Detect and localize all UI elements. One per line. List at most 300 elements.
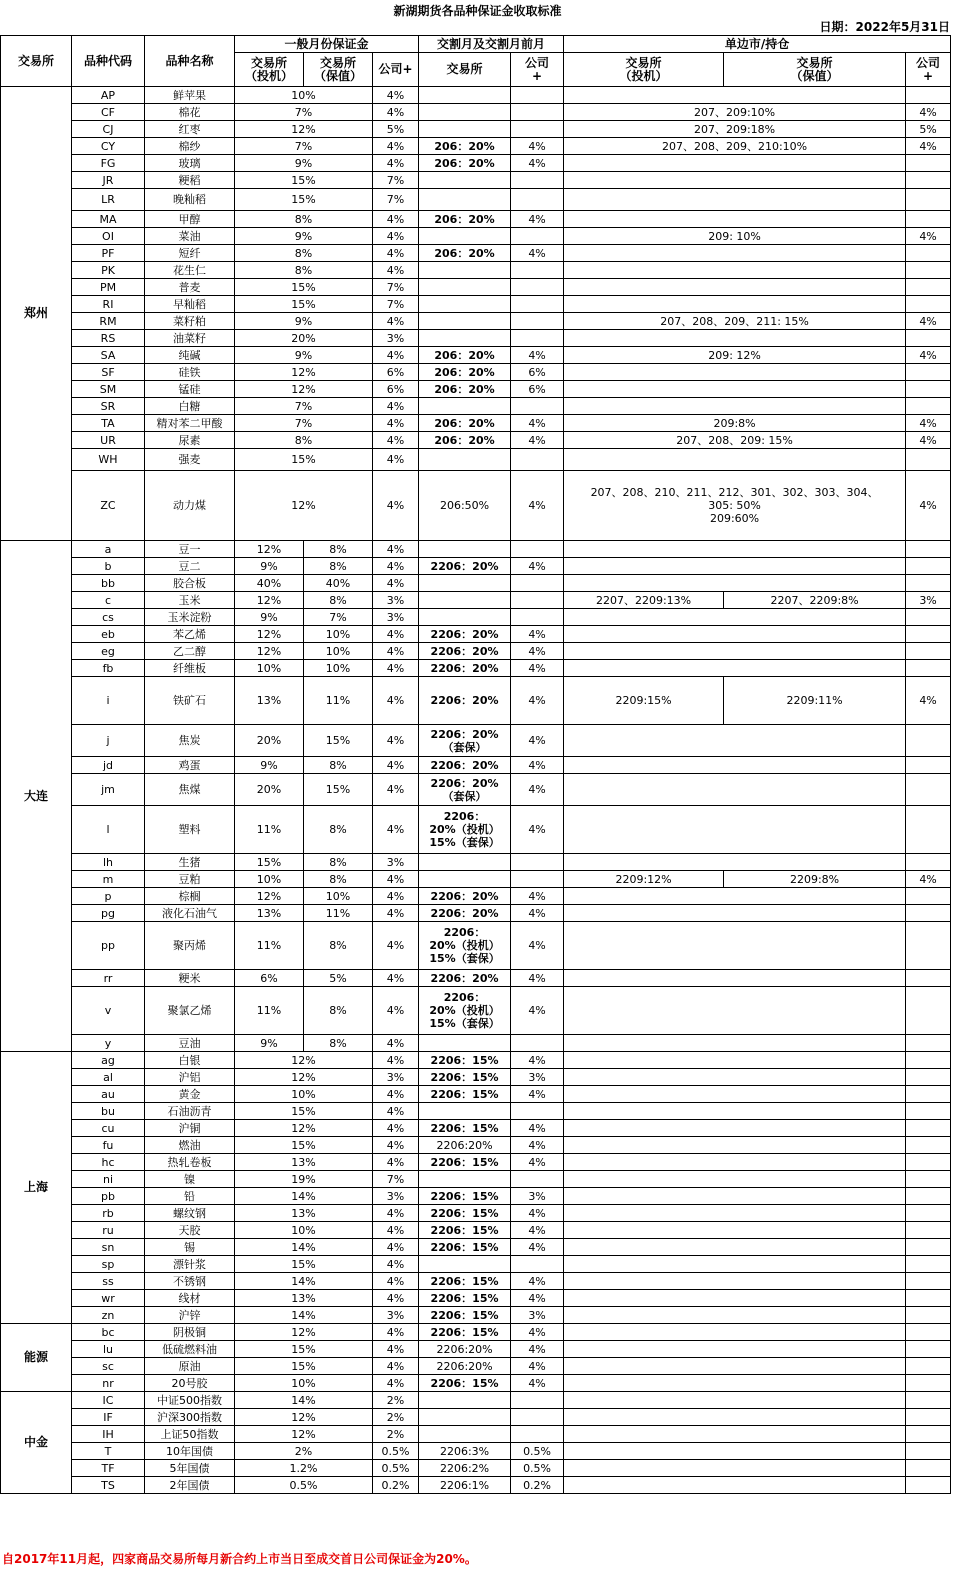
single-company <box>906 211 951 228</box>
name-cell: 粳稻 <box>145 172 235 189</box>
name-cell: 鲜苹果 <box>145 87 235 104</box>
general-hedge: 10% <box>304 888 373 905</box>
header-code: 品种代码 <box>72 36 145 87</box>
name-cell: 沪铝 <box>145 1069 235 1086</box>
general-margin: 12% <box>235 1052 373 1069</box>
delivery-exchange <box>419 1426 511 1443</box>
single-margin <box>564 1239 906 1256</box>
general-company: 4% <box>373 1256 419 1273</box>
table-row <box>1 1409 951 1426</box>
delivery-exchange: 2206：20% （套保） <box>419 774 511 806</box>
table-row <box>1 541 951 558</box>
delivery-exchange: 2206：15% <box>419 1188 511 1205</box>
general-company: 4% <box>373 87 419 104</box>
delivery-company: 4% <box>511 677 564 725</box>
delivery-exchange <box>419 104 511 121</box>
single-margin <box>564 211 906 228</box>
general-hedge: 7% <box>304 609 373 626</box>
delivery-company <box>511 1171 564 1188</box>
name-cell: 聚丙烯 <box>145 922 235 970</box>
name-cell: 铅 <box>145 1188 235 1205</box>
delivery-exchange: 206：20% <box>419 245 511 262</box>
general-company: 4% <box>373 1324 419 1341</box>
name-cell: 铁矿石 <box>145 677 235 725</box>
name-cell: 油菜籽 <box>145 330 235 347</box>
delivery-exchange: 2206：20% <box>419 888 511 905</box>
delivery-company <box>511 609 564 626</box>
general-margin: 12% <box>235 1426 373 1443</box>
general-margin: 12% <box>235 381 373 398</box>
table-row <box>1 1375 951 1392</box>
general-company: 3% <box>373 1188 419 1205</box>
single-company <box>906 1460 951 1477</box>
delivery-company: 3% <box>511 1307 564 1324</box>
delivery-company <box>511 592 564 609</box>
code-cell: fu <box>72 1137 145 1154</box>
single-margin <box>564 172 906 189</box>
delivery-exchange: 206：20% <box>419 381 511 398</box>
single-margin: 207、208、209: 15% <box>564 432 906 449</box>
single-company <box>906 172 951 189</box>
general-spec: 20% <box>235 774 304 806</box>
single-company <box>906 888 951 905</box>
delivery-exchange: 2206：20% （套保） <box>419 725 511 757</box>
general-margin: 15% <box>235 1341 373 1358</box>
header-sm-spec: 交易所 （投机） <box>564 53 724 87</box>
code-cell: JR <box>72 172 145 189</box>
code-cell: cu <box>72 1120 145 1137</box>
delivery-company <box>511 121 564 138</box>
general-hedge: 5% <box>304 970 373 987</box>
table-row <box>1 330 951 347</box>
single-margin <box>564 541 906 558</box>
single-margin <box>564 1477 906 1494</box>
table-row <box>1 279 951 296</box>
general-company: 4% <box>373 155 419 172</box>
table-row <box>1 449 951 471</box>
code-cell: pp <box>72 922 145 970</box>
delivery-exchange: 2206：15% <box>419 1069 511 1086</box>
table-row <box>1 1426 951 1443</box>
general-hedge: 8% <box>304 806 373 854</box>
general-company: 3% <box>373 854 419 871</box>
table-row <box>1 296 951 313</box>
name-cell: 玻璃 <box>145 155 235 172</box>
single-company: 4% <box>906 313 951 330</box>
single-margin <box>564 1392 906 1409</box>
single-company <box>906 1171 951 1188</box>
single-company <box>906 1290 951 1307</box>
general-company: 7% <box>373 1171 419 1188</box>
name-cell: 棉花 <box>145 104 235 121</box>
delivery-exchange: 2206：15% <box>419 1154 511 1171</box>
general-margin: 10% <box>235 1222 373 1239</box>
name-cell: 5年国债 <box>145 1460 235 1477</box>
delivery-company: 4% <box>511 888 564 905</box>
name-cell: 原油 <box>145 1358 235 1375</box>
code-cell: j <box>72 725 145 757</box>
delivery-company <box>511 262 564 279</box>
general-hedge: 11% <box>304 905 373 922</box>
single-margin <box>564 1256 906 1273</box>
general-spec: 11% <box>235 922 304 970</box>
general-company: 4% <box>373 398 419 415</box>
table-row <box>1 138 951 155</box>
table-row <box>1 774 951 806</box>
general-company: 4% <box>373 313 419 330</box>
general-margin: 12% <box>235 1409 373 1426</box>
code-cell: hc <box>72 1154 145 1171</box>
delivery-exchange: 2206：15% <box>419 1086 511 1103</box>
delivery-exchange: 2206：15% <box>419 1239 511 1256</box>
delivery-exchange <box>419 592 511 609</box>
general-company: 4% <box>373 541 419 558</box>
name-cell: 胶合板 <box>145 575 235 592</box>
code-cell: wr <box>72 1290 145 1307</box>
table-row <box>1 1290 951 1307</box>
code-cell: lu <box>72 1341 145 1358</box>
table-row <box>1 1256 951 1273</box>
code-cell: CF <box>72 104 145 121</box>
code-cell: i <box>72 677 145 725</box>
single-margin <box>564 87 906 104</box>
delivery-exchange <box>419 279 511 296</box>
general-spec: 12% <box>235 541 304 558</box>
general-company: 4% <box>373 1137 419 1154</box>
delivery-company: 4% <box>511 774 564 806</box>
general-margin: 15% <box>235 449 373 471</box>
general-company: 4% <box>373 1086 419 1103</box>
exchange-cell: 上海 <box>1 1052 72 1324</box>
general-company: 7% <box>373 172 419 189</box>
delivery-company: 4% <box>511 138 564 155</box>
code-cell: FG <box>72 155 145 172</box>
general-margin: 12% <box>235 121 373 138</box>
single-margin <box>564 1035 906 1052</box>
table-row <box>1 189 951 211</box>
single-company <box>906 854 951 871</box>
delivery-company <box>511 1392 564 1409</box>
general-hedge: 8% <box>304 871 373 888</box>
table-row <box>1 1392 951 1409</box>
table-row <box>1 364 951 381</box>
single-margin <box>564 1188 906 1205</box>
single-company <box>906 398 951 415</box>
general-company: 3% <box>373 330 419 347</box>
table-row <box>1 922 951 970</box>
general-hedge: 10% <box>304 643 373 660</box>
general-margin: 9% <box>235 313 373 330</box>
name-cell: 线材 <box>145 1290 235 1307</box>
table-row <box>1 1273 951 1290</box>
general-margin: 15% <box>235 1358 373 1375</box>
general-margin: 15% <box>235 279 373 296</box>
delivery-exchange <box>419 262 511 279</box>
table-row <box>1 1120 951 1137</box>
delivery-company: 4% <box>511 1052 564 1069</box>
single-margin <box>564 1443 906 1460</box>
table-row <box>1 1307 951 1324</box>
single-company: 4% <box>906 347 951 364</box>
code-cell: PF <box>72 245 145 262</box>
name-cell: 纯碱 <box>145 347 235 364</box>
general-margin: 13% <box>235 1205 373 1222</box>
single-company <box>906 1273 951 1290</box>
name-cell: 沪铜 <box>145 1120 235 1137</box>
general-hedge: 8% <box>304 541 373 558</box>
table-row <box>1 871 951 888</box>
name-cell: 甲醇 <box>145 211 235 228</box>
single-margin <box>564 1409 906 1426</box>
general-spec: 10% <box>235 871 304 888</box>
single-margin <box>564 643 906 660</box>
table-row <box>1 415 951 432</box>
single-margin: 209:8% <box>564 415 906 432</box>
name-cell: 棉纱 <box>145 138 235 155</box>
single-company <box>906 1239 951 1256</box>
code-cell: RS <box>72 330 145 347</box>
code-cell: bc <box>72 1324 145 1341</box>
general-margin: 9% <box>235 228 373 245</box>
table-row <box>1 172 951 189</box>
name-cell: 燃油 <box>145 1137 235 1154</box>
code-cell: TF <box>72 1460 145 1477</box>
delivery-exchange: 2206：20% <box>419 905 511 922</box>
single-margin <box>564 330 906 347</box>
general-hedge: 11% <box>304 677 373 725</box>
single-margin <box>564 854 906 871</box>
single-margin: 207、209:10% <box>564 104 906 121</box>
delivery-exchange: 2206:3% <box>419 1443 511 1460</box>
table-row <box>1 121 951 138</box>
name-cell: 早籼稻 <box>145 296 235 313</box>
table-row <box>1 262 951 279</box>
delivery-exchange: 2206：15% <box>419 1307 511 1324</box>
single-company <box>906 541 951 558</box>
single-company <box>906 609 951 626</box>
delivery-company: 4% <box>511 1341 564 1358</box>
name-cell: 沪深300指数 <box>145 1409 235 1426</box>
table-row <box>1 592 951 609</box>
header-del-ex: 交易所 <box>419 53 511 87</box>
single-margin <box>564 660 906 677</box>
general-margin: 15% <box>235 296 373 313</box>
general-spec: 12% <box>235 626 304 643</box>
single-company <box>906 1137 951 1154</box>
single-company <box>906 279 951 296</box>
single-company <box>906 922 951 970</box>
code-cell: rb <box>72 1205 145 1222</box>
general-margin: 9% <box>235 347 373 364</box>
table-row <box>1 1103 951 1120</box>
general-company: 4% <box>373 725 419 757</box>
header-general: 一般月份保证金 <box>235 36 419 53</box>
single-company <box>906 1120 951 1137</box>
single-margin <box>564 609 906 626</box>
delivery-exchange: 2206： 20%（投机） 15%（套保） <box>419 922 511 970</box>
delivery-company: 4% <box>511 806 564 854</box>
code-cell: al <box>72 1069 145 1086</box>
single-company <box>906 1188 951 1205</box>
delivery-exchange <box>419 398 511 415</box>
general-company: 4% <box>373 1103 419 1120</box>
general-hedge: 8% <box>304 854 373 871</box>
general-margin: 14% <box>235 1307 373 1324</box>
general-margin: 10% <box>235 87 373 104</box>
single-company: 4% <box>906 471 951 541</box>
general-margin: 9% <box>235 155 373 172</box>
single-margin <box>564 449 906 471</box>
code-cell: a <box>72 541 145 558</box>
single-margin <box>564 262 906 279</box>
general-margin: 13% <box>235 1154 373 1171</box>
delivery-exchange: 2206:20% <box>419 1341 511 1358</box>
general-margin: 7% <box>235 104 373 121</box>
general-margin: 12% <box>235 471 373 541</box>
general-spec: 6% <box>235 970 304 987</box>
header-gen-spec: 交易所 （投机） <box>235 53 304 87</box>
code-cell: ni <box>72 1171 145 1188</box>
single-company <box>906 1154 951 1171</box>
table-row <box>1 575 951 592</box>
name-cell: 不锈钢 <box>145 1273 235 1290</box>
delivery-exchange: 2206：20% <box>419 660 511 677</box>
general-spec: 10% <box>235 660 304 677</box>
header-sm-hedge: 交易所 （保值） <box>724 53 906 87</box>
name-cell: 普麦 <box>145 279 235 296</box>
table-row <box>1 1477 951 1494</box>
single-margin <box>564 575 906 592</box>
delivery-company <box>511 189 564 211</box>
table-row <box>1 1324 951 1341</box>
general-company: 4% <box>373 558 419 575</box>
table-row <box>1 1052 951 1069</box>
delivery-company: 3% <box>511 1188 564 1205</box>
code-cell: ZC <box>72 471 145 541</box>
general-company: 4% <box>373 643 419 660</box>
single-company <box>906 1358 951 1375</box>
table-row <box>1 1069 951 1086</box>
single-company <box>906 905 951 922</box>
code-cell: SF <box>72 364 145 381</box>
single-spec: 2209:15% <box>564 677 724 725</box>
name-cell: 豆油 <box>145 1035 235 1052</box>
code-cell: IF <box>72 1409 145 1426</box>
single-company <box>906 1307 951 1324</box>
delivery-company <box>511 313 564 330</box>
code-cell: PM <box>72 279 145 296</box>
general-spec: 11% <box>235 806 304 854</box>
single-company <box>906 725 951 757</box>
general-spec: 20% <box>235 725 304 757</box>
general-margin: 15% <box>235 1103 373 1120</box>
delivery-exchange: 2206：20% <box>419 626 511 643</box>
general-spec: 9% <box>235 757 304 774</box>
header-single: 单边市/持仓 <box>564 36 951 53</box>
single-company <box>906 1341 951 1358</box>
general-hedge: 8% <box>304 592 373 609</box>
name-cell: 豆二 <box>145 558 235 575</box>
general-margin: 14% <box>235 1273 373 1290</box>
single-margin <box>564 1426 906 1443</box>
report-date: 日期：2022年5月31日 <box>819 20 950 34</box>
general-company: 4% <box>373 970 419 987</box>
name-cell: 纤维板 <box>145 660 235 677</box>
single-company <box>906 1426 951 1443</box>
table-row <box>1 1341 951 1358</box>
delivery-company: 4% <box>511 970 564 987</box>
general-hedge: 8% <box>304 987 373 1035</box>
general-company: 4% <box>373 987 419 1035</box>
single-company <box>906 1069 951 1086</box>
name-cell: 硅铁 <box>145 364 235 381</box>
header-sm-co: 公司 + <box>906 53 951 87</box>
delivery-company: 4% <box>511 1137 564 1154</box>
delivery-company: 0.5% <box>511 1460 564 1477</box>
delivery-exchange: 2206：20% <box>419 643 511 660</box>
single-company <box>906 155 951 172</box>
code-cell: m <box>72 871 145 888</box>
delivery-exchange: 2206:1% <box>419 1477 511 1494</box>
delivery-exchange: 2206：20% <box>419 558 511 575</box>
general-hedge: 8% <box>304 1035 373 1052</box>
general-company: 4% <box>373 1120 419 1137</box>
code-cell: SA <box>72 347 145 364</box>
name-cell: 豆粕 <box>145 871 235 888</box>
table-row <box>1 1239 951 1256</box>
single-company <box>906 87 951 104</box>
delivery-company: 4% <box>511 1324 564 1341</box>
code-cell: y <box>72 1035 145 1052</box>
delivery-exchange <box>419 121 511 138</box>
general-margin: 10% <box>235 1375 373 1392</box>
single-margin: 207、208、210、211、212、301、302、303、304、 305: 50% 209:60% <box>564 471 906 541</box>
general-margin: 12% <box>235 364 373 381</box>
code-cell: eb <box>72 626 145 643</box>
single-company <box>906 1392 951 1409</box>
code-cell: WH <box>72 449 145 471</box>
general-margin: 15% <box>235 1137 373 1154</box>
name-cell: 花生仁 <box>145 262 235 279</box>
general-margin: 14% <box>235 1188 373 1205</box>
code-cell: p <box>72 888 145 905</box>
general-company: 2% <box>373 1409 419 1426</box>
single-hedge: 2207、2209:8% <box>724 592 906 609</box>
single-company <box>906 1222 951 1239</box>
table-row <box>1 677 951 725</box>
name-cell: 液化石油气 <box>145 905 235 922</box>
general-hedge: 15% <box>304 774 373 806</box>
delivery-company: 4% <box>511 1273 564 1290</box>
general-company: 3% <box>373 1307 419 1324</box>
table-row <box>1 1086 951 1103</box>
general-company: 4% <box>373 1358 419 1375</box>
name-cell: 白银 <box>145 1052 235 1069</box>
delivery-company: 4% <box>511 1205 564 1222</box>
single-company: 4% <box>906 104 951 121</box>
general-hedge: 8% <box>304 922 373 970</box>
general-company: 3% <box>373 1069 419 1086</box>
code-cell: TS <box>72 1477 145 1494</box>
delivery-company <box>511 1256 564 1273</box>
delivery-exchange: 2206：20% <box>419 677 511 725</box>
single-margin <box>564 1154 906 1171</box>
delivery-company <box>511 1103 564 1120</box>
delivery-company: 4% <box>511 432 564 449</box>
code-cell: pb <box>72 1188 145 1205</box>
delivery-company: 0.5% <box>511 1443 564 1460</box>
single-margin <box>564 774 906 806</box>
